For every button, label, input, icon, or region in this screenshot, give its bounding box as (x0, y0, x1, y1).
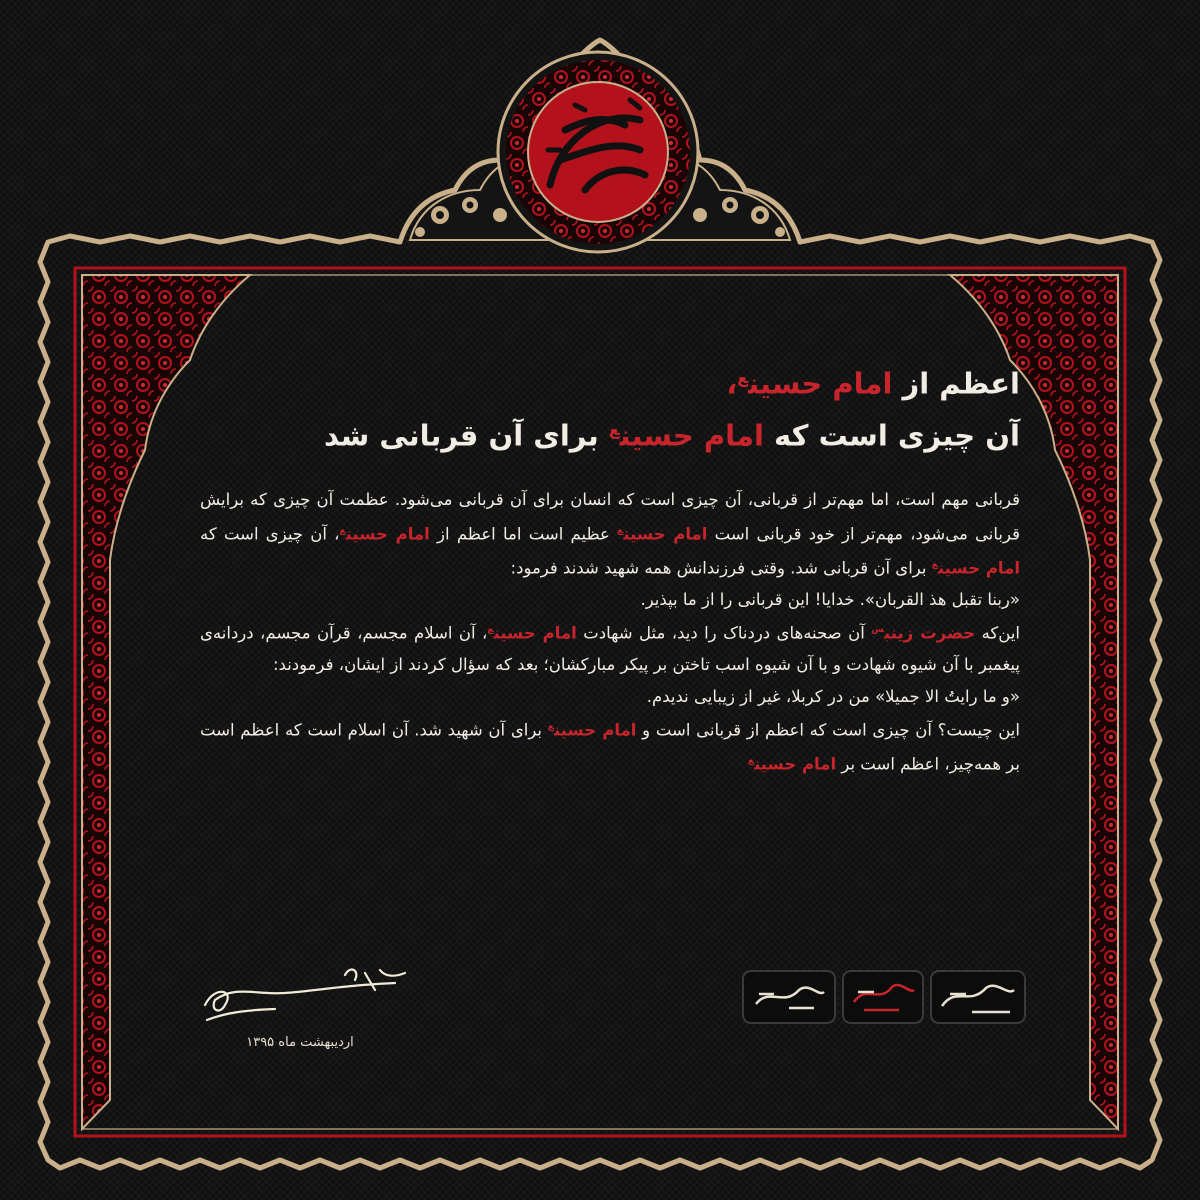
program-logo-1-icon (742, 970, 836, 1024)
honorific-mark: ع (747, 756, 755, 767)
text-segment: این‌که (975, 623, 1021, 643)
paragraph-1 (200, 484, 1020, 584)
highlighted-name: امام حسین (623, 524, 708, 544)
text-segment: عظیم است اما اعظم از (429, 524, 618, 544)
headline-line-1 (200, 355, 1020, 407)
text-segment: قربانی مهم است، اما مهم‌تر از قربانی، آن چیزی است که انسان برای آن قربانی می‌شود. عظمت آن چیزی که برایش قربانی می‌شود، مهم‌تر از خود قربانی است (200, 490, 1020, 544)
highlighted-name: امام حسین (493, 623, 577, 643)
text-segment: «ربنا تقبل هذ القربان». خدایا! این قربانی را از ما بپذیر. (640, 589, 1020, 609)
honorific-mark: ع (931, 559, 938, 570)
calligraphy-seal-icon (498, 52, 698, 252)
paragraph-2 (200, 584, 1020, 616)
highlighted-name: امام حسین (345, 524, 430, 544)
text-segment: ، آن چیزی است که (200, 524, 340, 544)
text-segment: آن چیزی است که (763, 418, 1020, 453)
program-logo-3-icon (930, 970, 1026, 1024)
text-segment: آن صحنه‌های دردناک را دید، مثل شهادت (576, 623, 872, 643)
main-text-area (200, 355, 1020, 780)
highlighted-name: امام حسین (937, 558, 1020, 578)
paragraph-3 (200, 615, 1020, 681)
honorific-mark: ع (608, 419, 620, 439)
program-logos (742, 970, 1022, 1022)
text-segment: «و ما رایتُ الا جمیلا» من در کربلا، غیر از زیبایی ندیدم. (646, 686, 1020, 706)
paragraph-4 (200, 681, 1020, 713)
headline (200, 355, 1020, 458)
text-segment: این چیست؟ آن چیزی است که اعظم از قربانی است و (636, 720, 1020, 740)
text-segment: برای آن شهید شد. آن اسلام است که اعظم است بر همه‌چیز، اعظم است بر (200, 720, 1020, 774)
highlighted-name: امام حسین (754, 754, 837, 774)
highlighted-name: امام حسین (748, 366, 893, 401)
honorific-mark: ع (339, 525, 346, 536)
text-segment: برای آن قربانی شد (323, 418, 609, 453)
highlighted-name: امام حسین (619, 418, 764, 453)
text-segment: اعظم از (892, 366, 1020, 401)
highlighted-name: حضرت زینب (884, 623, 976, 643)
program-logo-2-icon (842, 970, 924, 1024)
text-segment: ، آن اسلام مجسم، قرآن مجسم، دردانه‌ی پیغمبر با آن شیوه شهادت و با آن شیوه اسب تاختن بر پیکر مبارکشان؛ بعد که سؤال کردند از ایشان، فرمودند: (200, 623, 1020, 675)
highlighted-name: امام حسین (553, 720, 637, 740)
signature-date: اردیبهشت ماه ۱۳۹۵ (246, 1035, 354, 1050)
honorific-mark: س (871, 625, 885, 636)
honorific-mark: ع (737, 368, 749, 387)
honorific-mark: ع (487, 625, 494, 636)
honorific-mark: ع (617, 525, 624, 536)
paragraph-5 (200, 712, 1020, 780)
highlighted-name: ، (726, 366, 738, 401)
handwritten-signature-icon (195, 965, 425, 1035)
honorific-mark: ع (547, 722, 554, 733)
text-segment: برای آن قربانی شد. وقتی فرزندانش همه شهید شدند فرمود: (510, 558, 932, 578)
headline-line-2 (200, 407, 1020, 459)
signature-block (195, 965, 425, 1055)
